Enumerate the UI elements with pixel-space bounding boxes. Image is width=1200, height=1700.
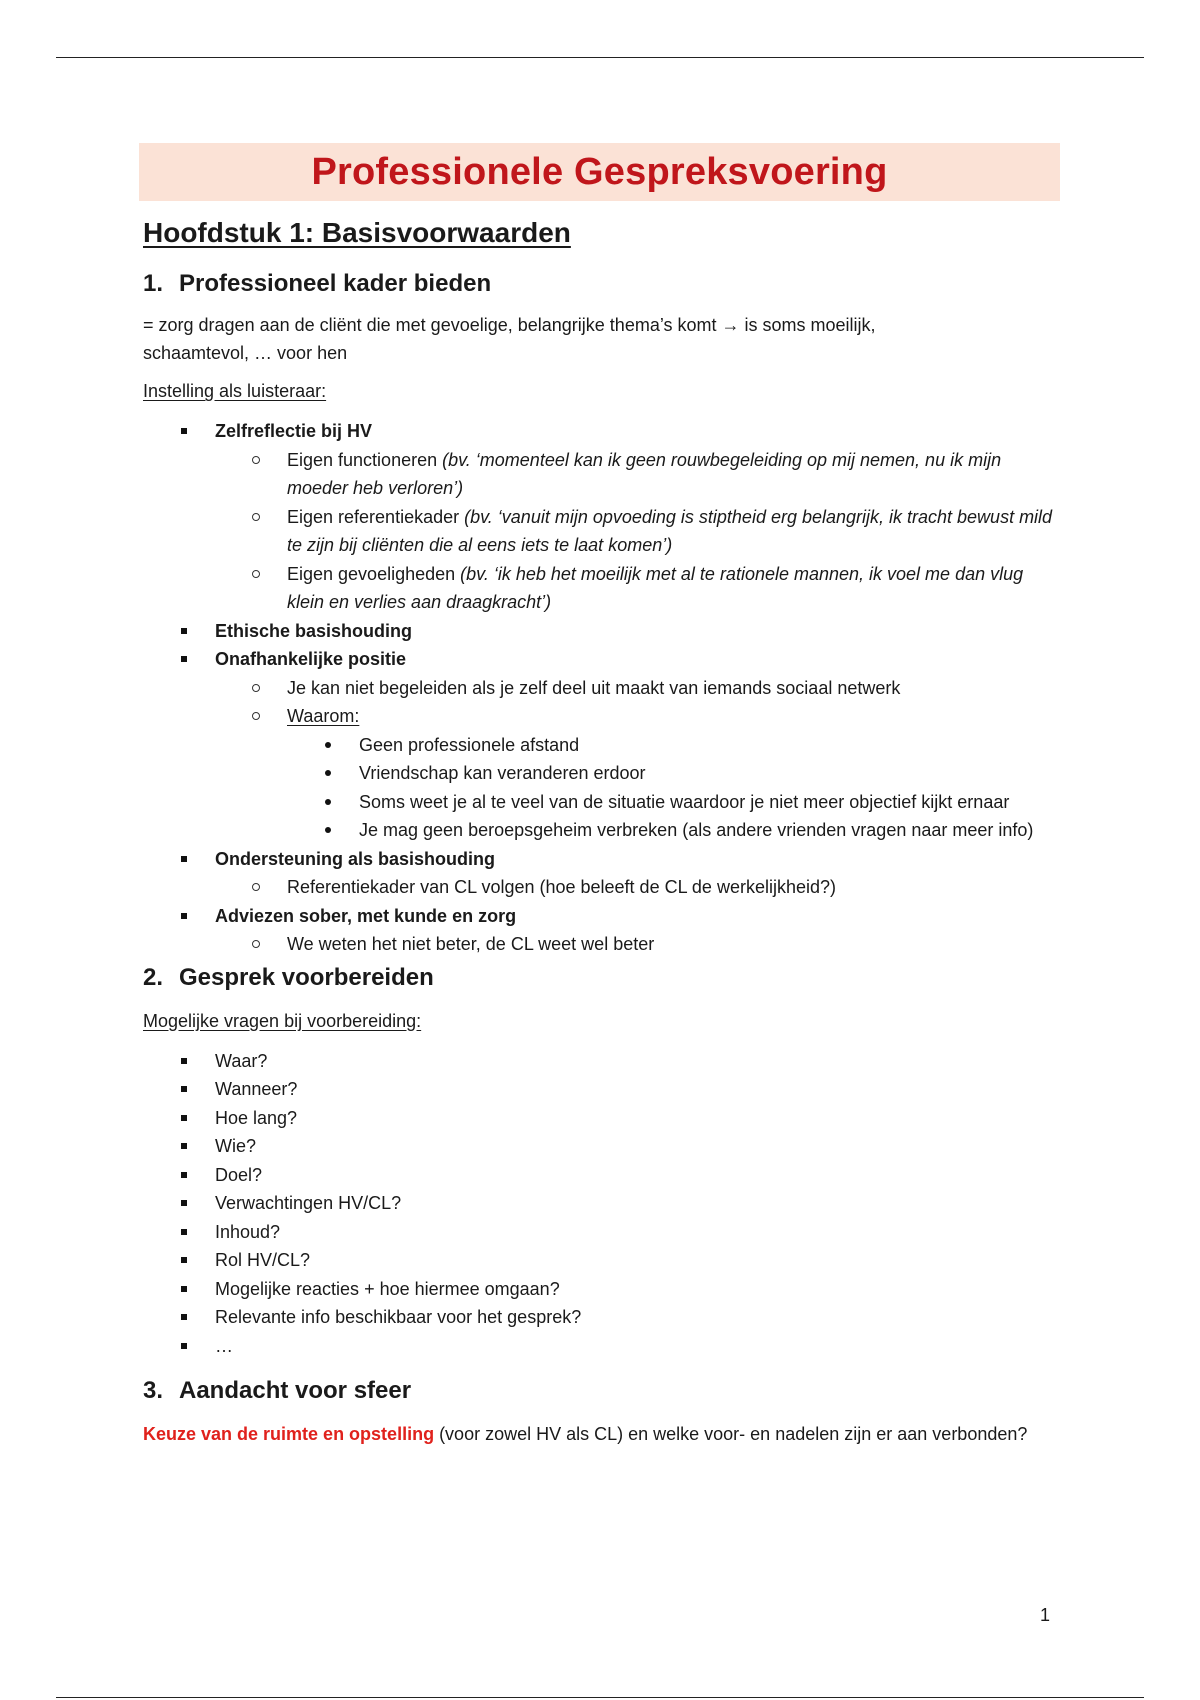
section-1-heading: 1. Professioneel kader bieden	[143, 270, 492, 297]
section-1-list	[143, 417, 1060, 959]
title-banner	[139, 143, 1060, 201]
list-item: Ondersteuning als basishouding Referentiekader van CL volgen (hoe beleeft de CL de werkelijkheid?)	[143, 845, 1060, 902]
footer-rule	[56, 1697, 1144, 1698]
section-2-label: Mogelijke vragen bij voorbereiding:	[143, 1010, 422, 1031]
list-item: Geen professionele afstand	[143, 731, 1060, 760]
section-1-label: Instelling als luisteraar:	[143, 381, 327, 401]
page-number: 1	[1040, 1605, 1051, 1625]
section-2-list	[143, 1047, 1060, 1361]
list-item: Adviezen sober, met kunde en zorg We weten het niet beter, de CL weet wel beter	[143, 902, 1060, 959]
document-page	[143, 143, 1060, 1448]
list-item: Waarom: Geen professionele afstand Vriendschap kan veranderen erdoor Soms weet je al te veel van de situatie waardoor je niet meer objectief kijkt ernaar Je mag geen beroepsgeheim verbreken (als andere vrienden vragen naar meer info)	[143, 702, 1060, 845]
list-item: Zelfreflectie bij HV Eigen functioneren (bv. ‘momenteel kan ik geen rouwbegeleiding op mij nemen, nu ik mijn moeder heb verloren’) Eigen referentiekader (bv. ‘vanuit mijn opvoeding is stiptheid erg belangrijk, ik tracht bewust mild te zijn bij cliënten die al eens iets te laat komen’) Eigen gevoeligheden (bv. ‘ik heb het moeilijk met al te rationele mannen, ik voel me dan vlug klein en verlies aan draagkracht’)	[143, 417, 1060, 617]
list-item: Rol HV/CL?	[143, 1246, 1060, 1275]
list-item: Eigen functioneren (bv. ‘momenteel kan ik geen rouwbegeleiding op mij nemen, nu ik mijn moeder heb verloren’)	[143, 446, 1060, 503]
list-item: Wie?	[143, 1132, 1060, 1161]
header-rule	[56, 57, 1144, 58]
list-item: Je kan niet begeleiden als je zelf deel uit maakt van iemands sociaal netwerk	[143, 674, 1060, 703]
section-3-heading: 3. Aandacht voor sfeer	[143, 1377, 412, 1404]
list-item: …	[143, 1332, 1060, 1361]
list-item: Soms weet je al te veel van de situatie waardoor je niet meer objectief kijkt ernaar	[143, 788, 1060, 817]
section-3-text: Keuze van de ruimte en opstelling (voor zowel HV als CL) en welke voor- en nadelen zijn er aan verbonden?	[143, 1424, 1028, 1444]
list-item: Eigen referentiekader (bv. ‘vanuit mijn opvoeding is stiptheid erg belangrijk, ik tracht bewust mild te zijn bij cliënten die al eens iets te laat komen’)	[143, 503, 1060, 560]
list-item: Mogelijke reacties + hoe hiermee omgaan?	[143, 1275, 1060, 1304]
chapter-heading: Hoofdstuk 1: Basisvoorwaarden	[143, 217, 571, 248]
section-1-intro: = zorg dragen aan de cliënt die met gevoelige, belangrijke thema’s komt → is soms moeilijk, schaamtevol, … voor hen	[143, 315, 876, 363]
list-item: Hoe lang?	[143, 1104, 1060, 1133]
list-item: Referentiekader van CL volgen (hoe beleeft de CL de werkelijkheid?)	[143, 873, 1060, 902]
list-item: Eigen gevoeligheden (bv. ‘ik heb het moeilijk met al te rationele mannen, ik voel me dan vlug klein en verlies aan draagkracht’)	[143, 560, 1060, 617]
list-item: Vriendschap kan veranderen erdoor	[143, 759, 1060, 788]
list-item: Onafhankelijke positie Je kan niet begeleiden als je zelf deel uit maakt van iemands sociaal netwerk Waarom: Geen professionele afstand Vriendschap kan veranderen erdoor Soms weet je al te veel van de situatie waardoor je niet meer objectief kijkt ernaar Je mag geen beroepsgeheim verbreken (als andere vrienden vragen naar meer info)	[143, 645, 1060, 845]
list-item: Relevante info beschikbaar voor het gesprek?	[143, 1303, 1060, 1332]
list-item: Inhoud?	[143, 1218, 1060, 1247]
list-item: Waar?	[143, 1047, 1060, 1076]
list-item: Wanneer?	[143, 1075, 1060, 1104]
list-item: We weten het niet beter, de CL weet wel beter	[143, 930, 1060, 959]
list-item: Verwachtingen HV/CL?	[143, 1189, 1060, 1218]
list-item: Ethische basishouding	[143, 617, 1060, 646]
section-2-heading: 2. Gesprek voorbereiden	[143, 963, 434, 991]
list-item: Je mag geen beroepsgeheim verbreken (als andere vrienden vragen naar meer info)	[143, 816, 1060, 845]
document-title: Professionele Gespreksvoering	[311, 150, 888, 193]
list-item: Doel?	[143, 1161, 1060, 1190]
